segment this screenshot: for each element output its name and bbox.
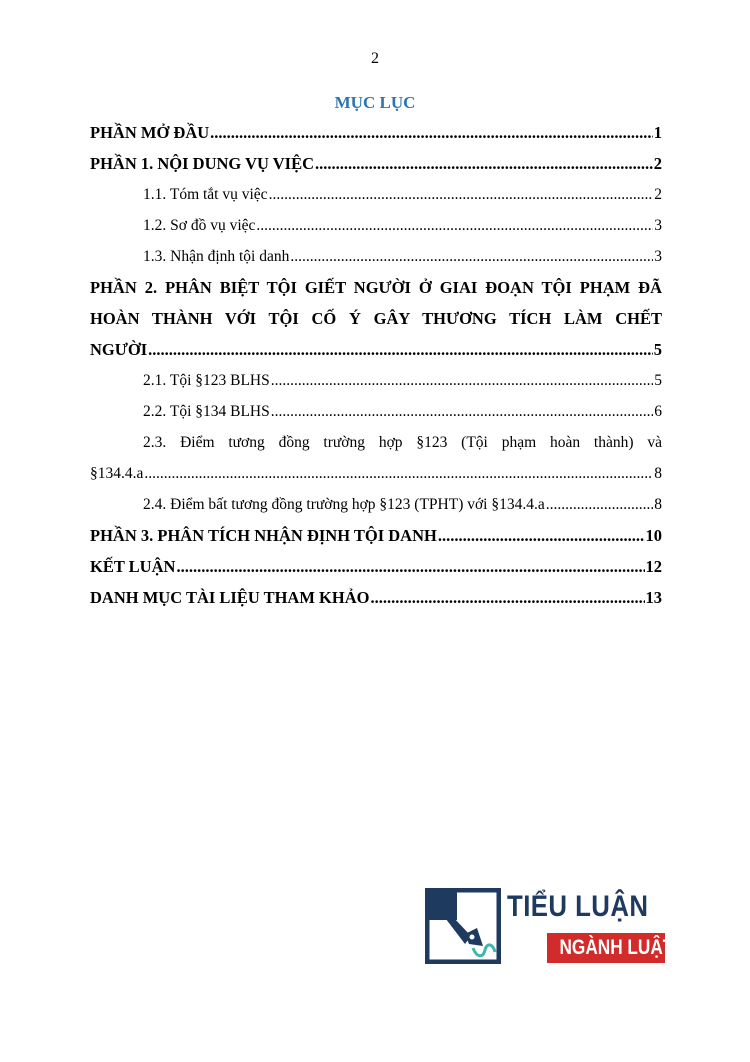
toc-entry-label: KẾT LUẬN: [90, 557, 176, 576]
toc-entry-page: 3: [654, 217, 662, 234]
toc-entry-label: PHẦN MỞ ĐẦU: [90, 123, 210, 142]
toc-entry-2-1[interactable]: [90, 370, 662, 401]
toc-entry-label: 1.3. Nhận định tội danh: [143, 248, 290, 265]
dot-leader: [269, 184, 654, 206]
toc-entry-page: 1: [653, 123, 662, 142]
toc-entry-phan-3[interactable]: [90, 525, 662, 556]
dot-leader: [438, 525, 645, 547]
toc-entry-label: 2.2. Tội §134 BLHS: [143, 403, 270, 420]
toc-entry-label: 1.1. Tóm tắt vụ việc: [143, 186, 268, 203]
toc-entry-page: 10: [645, 526, 662, 545]
toc-entry-label: 2.1. Tội §123 BLHS: [143, 372, 270, 389]
toc-entry-last-line: [90, 339, 662, 370]
toc-entry-label: PHẦN 1. NỘI DUNG VỤ VIỆC: [90, 154, 314, 173]
toc-entry-line: HOÀN THÀNH VỚI TỘI CỐ Ý GÂY THƯƠNG TÍCH LÀM CHẾT: [90, 309, 662, 328]
toc-entry-line: PHẦN 2. PHÂN BIỆT TỘI GIẾT NGƯỜI Ở GIAI ĐOẠN TỘI PHẠM ĐÃ: [90, 278, 662, 297]
toc-entry-label: §134.4.a: [90, 465, 144, 482]
toc-entry-page: 2: [653, 154, 662, 173]
toc-entry-phan-1[interactable]: [90, 153, 662, 184]
toc-entry-2-4[interactable]: [90, 494, 662, 525]
toc-entry-last-line: [90, 463, 662, 494]
dot-leader: [256, 215, 653, 237]
toc-entry-1-2[interactable]: [90, 215, 662, 246]
dot-leader: [271, 401, 654, 423]
toc-entry-line: 2.3. Điểm tương đồng trường hợp §123 (Tội phạm hoàn thành) và: [143, 434, 662, 451]
toc-entry-page: 6: [654, 403, 662, 420]
toc-entry-mo-dau[interactable]: [90, 122, 662, 153]
toc-entry-page: 8: [654, 496, 662, 513]
toc-entry-page: 5: [654, 372, 662, 389]
toc-entry-tai-lieu[interactable]: [90, 587, 662, 618]
toc-entry-page: 3: [654, 248, 662, 265]
toc-entry-ket-luan[interactable]: [90, 556, 662, 587]
toc-entry-page: 13: [645, 588, 662, 607]
logo-title: TIỂU LUẬN: [507, 890, 649, 923]
dot-leader: [370, 587, 644, 609]
table-of-contents: [90, 122, 662, 618]
toc-entry-page: 8: [654, 465, 662, 482]
toc-entry-1-1[interactable]: [90, 184, 662, 215]
toc-entry-label: DANH MỤC TÀI LIỆU THAM KHẢO: [90, 588, 370, 607]
toc-entry-page: 12: [645, 557, 662, 576]
dot-leader: [176, 556, 644, 578]
toc-entry-label: 2.4. Điểm bất tương đồng trường hợp §123 (TPHT) với §134.4.a: [143, 496, 545, 513]
pen-nib-icon: [425, 888, 501, 964]
toc-entry-page: 2: [654, 186, 662, 203]
logo-subtitle-badge: [547, 933, 674, 963]
dot-leader: [290, 246, 653, 268]
brand-logo: [425, 888, 674, 966]
toc-entry-1-3[interactable]: [90, 246, 662, 277]
toc-title: MỤC LỤC: [334, 93, 416, 112]
toc-entry-label: 1.2. Sơ đồ vụ việc: [143, 217, 256, 234]
toc-entry-page: 5: [653, 340, 662, 359]
toc-entry-2-3[interactable]: [90, 432, 662, 494]
toc-entry-2-2[interactable]: [90, 401, 662, 432]
dot-leader: [210, 122, 653, 144]
dot-leader: [546, 494, 654, 516]
dot-leader: [144, 463, 653, 485]
toc-entry-phan-2[interactable]: [90, 277, 662, 370]
logo-subtitle: NGÀNH LUẬT: [559, 936, 674, 959]
dot-leader: [315, 153, 653, 175]
toc-entry-label: PHẦN 3. PHÂN TÍCH NHẬN ĐỊNH TỘI DANH: [90, 526, 437, 545]
toc-entry-label: NGƯỜI: [90, 340, 148, 359]
page-number: 2: [371, 50, 379, 67]
dot-leader: [148, 339, 653, 361]
dot-leader: [271, 370, 654, 392]
